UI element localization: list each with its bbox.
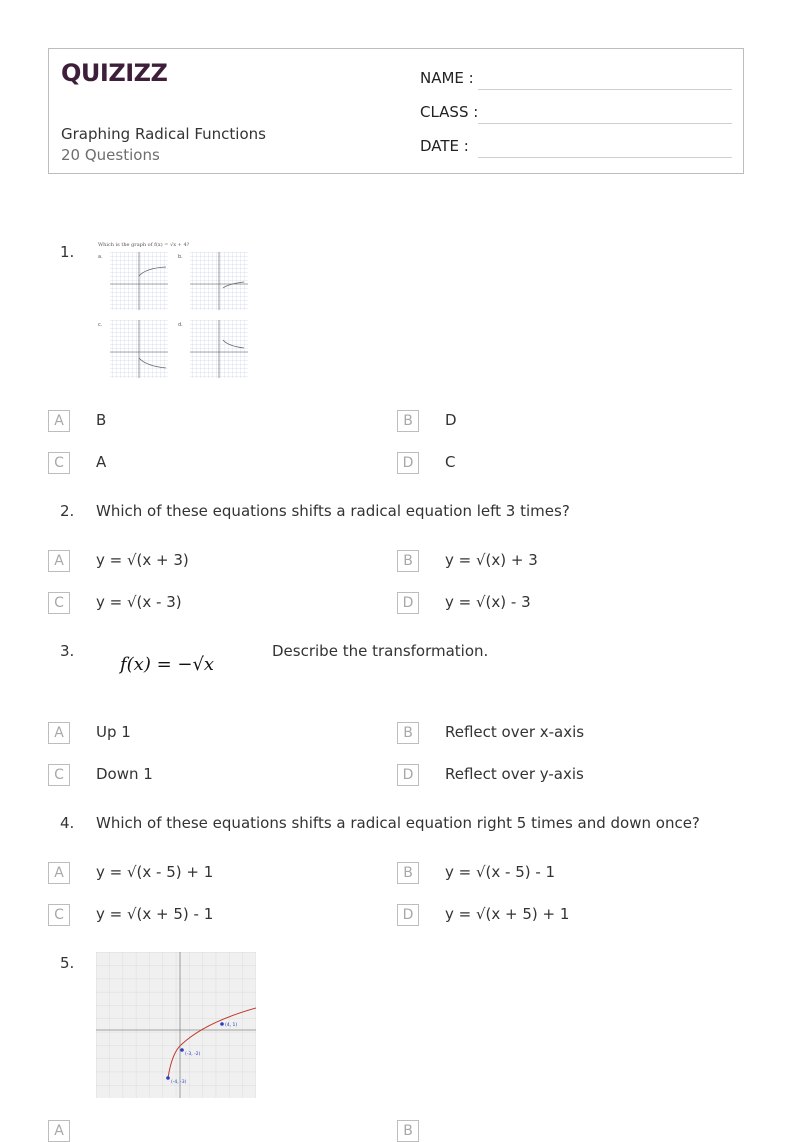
point-label-2: (-3, -2) <box>185 1052 201 1057</box>
date-label: DATE : <box>420 137 469 155</box>
q4-option-d[interactable]: y = √(x + 5) + 1 <box>445 905 570 923</box>
panel-label-d: d. <box>178 322 183 328</box>
question-2-number: 2. <box>60 502 75 520</box>
point-label-1: (4, 1) <box>225 1023 238 1028</box>
question-3-number: 3. <box>60 642 75 660</box>
q1-option-a[interactable]: B <box>96 411 107 429</box>
question-3-text: Describe the transformation. <box>272 642 489 660</box>
option-letter-d: D <box>397 764 419 786</box>
class-line[interactable] <box>478 123 732 124</box>
option-letter-c: C <box>48 904 70 926</box>
q3-option-a[interactable]: Up 1 <box>96 723 131 741</box>
name-line[interactable] <box>478 89 732 90</box>
question-5-number: 5. <box>60 954 75 972</box>
option-letter-b: B <box>397 410 419 432</box>
q2-option-a[interactable]: y = √(x + 3) <box>96 551 189 569</box>
point-label-3: (-4, -3) <box>171 1080 187 1085</box>
panel-label-b: b. <box>178 254 183 260</box>
option-letter-c: C <box>48 592 70 614</box>
question-1-number: 1. <box>60 243 75 261</box>
option-letter-a: A <box>48 862 70 884</box>
option-letter-b: B <box>397 550 419 572</box>
option-letter-a: A <box>48 550 70 572</box>
class-label: CLASS : <box>420 103 479 121</box>
question-1-graph-image <box>96 240 256 382</box>
option-letter-c: C <box>48 452 70 474</box>
name-label: NAME : <box>420 69 474 87</box>
option-letter-d: D <box>397 592 419 614</box>
question-2-text: Which of these equations shifts a radical equation left 3 times? <box>96 502 570 520</box>
panel-label-a: a. <box>98 254 103 260</box>
q2-option-d[interactable]: y = √(x) - 3 <box>445 593 531 611</box>
question-count: 20 Questions <box>61 146 160 164</box>
q3-option-c[interactable]: Down 1 <box>96 765 153 783</box>
option-letter-b: B <box>397 722 419 744</box>
option-letter-a: A <box>48 410 70 432</box>
q4-option-b[interactable]: y = √(x - 5) - 1 <box>445 863 556 881</box>
q1-option-c[interactable]: A <box>96 453 107 471</box>
q2-option-c[interactable]: y = √(x - 3) <box>96 593 182 611</box>
q1-option-d[interactable]: C <box>445 453 456 471</box>
worksheet-header <box>48 48 744 174</box>
question-4-number: 4. <box>60 814 75 832</box>
option-letter-d: D <box>397 452 419 474</box>
q4-option-a[interactable]: y = √(x - 5) + 1 <box>96 863 214 881</box>
q3-option-d[interactable]: Reflect over y-axis <box>445 765 584 783</box>
option-letter-c: C <box>48 764 70 786</box>
quizizz-logo: QUIZIZZ <box>61 59 168 87</box>
q4-option-c[interactable]: y = √(x + 5) - 1 <box>96 905 214 923</box>
worksheet-title: Graphing Radical Functions <box>61 125 266 143</box>
q1-option-b[interactable]: D <box>445 411 457 429</box>
q2-option-b[interactable]: y = √(x) + 3 <box>445 551 538 569</box>
option-letter-a: A <box>48 1120 70 1142</box>
question-1-figure-text: Which is the graph of f(x) = √x + 4? <box>98 242 190 248</box>
option-letter-d: D <box>397 904 419 926</box>
option-letter-b: B <box>397 862 419 884</box>
question-4-text: Which of these equations shifts a radical equation right 5 times and down once? <box>96 814 700 832</box>
question-5-graph-image <box>96 952 256 1098</box>
panel-label-c: c. <box>98 322 103 328</box>
question-3-equation: f(x) = −√x <box>120 654 215 675</box>
option-letter-a: A <box>48 722 70 744</box>
q3-option-b[interactable]: Reflect over x-axis <box>445 723 585 741</box>
option-letter-b: B <box>397 1120 419 1142</box>
date-line[interactable] <box>478 157 732 158</box>
